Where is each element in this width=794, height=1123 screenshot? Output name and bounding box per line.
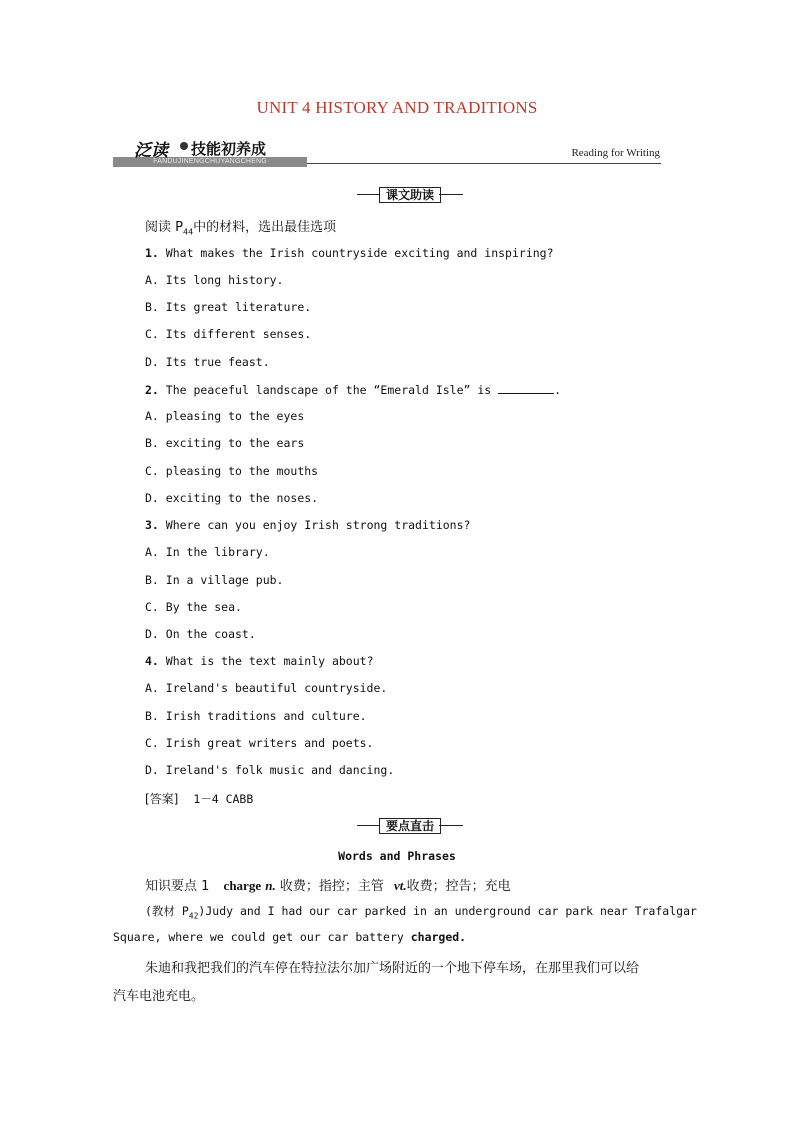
q4-option-d: D. Ireland's folk music and dancing. <box>145 763 395 777</box>
q4-option-b: B. Irish traditions and culture. <box>145 709 367 723</box>
reading-for-writing-label: Reading for Writing <box>571 147 660 159</box>
section-heading-key-points <box>357 818 463 832</box>
page-title: UNIT 4 HISTORY AND TRADITIONS <box>256 98 538 117</box>
answer-blank <box>498 382 554 394</box>
q2-option-d: D. exciting to the noses. <box>145 491 319 505</box>
banner-pinyin: FANDUJINENGCHUYANGCHENG <box>153 158 267 165</box>
translation-line1: 朱迪和我把我们的汽车停在特拉法尔加广场附近的一个地下停车场，在那里我们可以给 <box>145 961 640 976</box>
question-3: 3. Where can you enjoy Irish strong traditions? <box>145 518 471 532</box>
translation-line2: 汽车电池充电。 <box>113 989 205 1004</box>
q2-option-b: B. exciting to the ears <box>145 436 305 450</box>
q1-option-d: D. Its true feast. <box>145 355 270 369</box>
banner-title-part2: 技能初养成 <box>191 140 267 158</box>
section-heading-reading-aid <box>357 187 463 201</box>
knowledge-point-1: 知识要点 1 charge n. 收费；指控；主管 vt.收费；控告；充电 <box>145 878 511 894</box>
question-4: 4. What is the text mainly about? <box>145 654 374 668</box>
q1-option-c: C. Its different senses. <box>145 327 312 341</box>
answer-text: 1－4 CABB <box>193 792 254 806</box>
q2-option-a: A. pleasing to the eyes <box>145 409 305 423</box>
q4-option-a: A. Ireland's beautiful countryside. <box>145 681 388 695</box>
q1-option-a: A. Its long history. <box>145 273 284 287</box>
banner-title-part1: 泛读 <box>134 141 168 161</box>
answer-label: [答案] <box>145 792 179 806</box>
q3-option-d: D. On the coast. <box>145 627 256 641</box>
q4-option-c: C. Irish great writers and poets. <box>145 736 374 750</box>
header-rule <box>307 163 661 164</box>
answer-line <box>145 790 253 807</box>
section-heading-label: 课文助读 <box>379 187 441 203</box>
section-heading-label: 要点直击 <box>379 818 441 834</box>
q3-option-b: B. In a village pub. <box>145 573 284 587</box>
question-1: 1. What makes the Irish countryside exciting and inspiring? <box>145 246 554 260</box>
q1-option-b: B. Its great literature. <box>145 300 312 314</box>
instruction: 阅读 $P_{44}$中的材料，选出最佳选项 <box>145 220 337 237</box>
banner-dot-icon <box>180 142 188 150</box>
question-2: 2. The peaceful landscape of the “Emerald Isle” is . <box>145 383 562 397</box>
q3-option-c: C. By the sea. <box>145 600 242 614</box>
example-sentence-line2: Square, where we could get our car battery charged. <box>113 930 467 944</box>
q3-option-a: A. In the library. <box>145 545 270 559</box>
q2-option-c: C. pleasing to the mouths <box>145 464 319 478</box>
example-sentence-line1: (教材 $P_{42})Judy$ and I had our car parked in an underground car park near Trafalgar <box>145 904 697 921</box>
words-and-phrases-heading: Words and Phrases <box>338 849 456 863</box>
